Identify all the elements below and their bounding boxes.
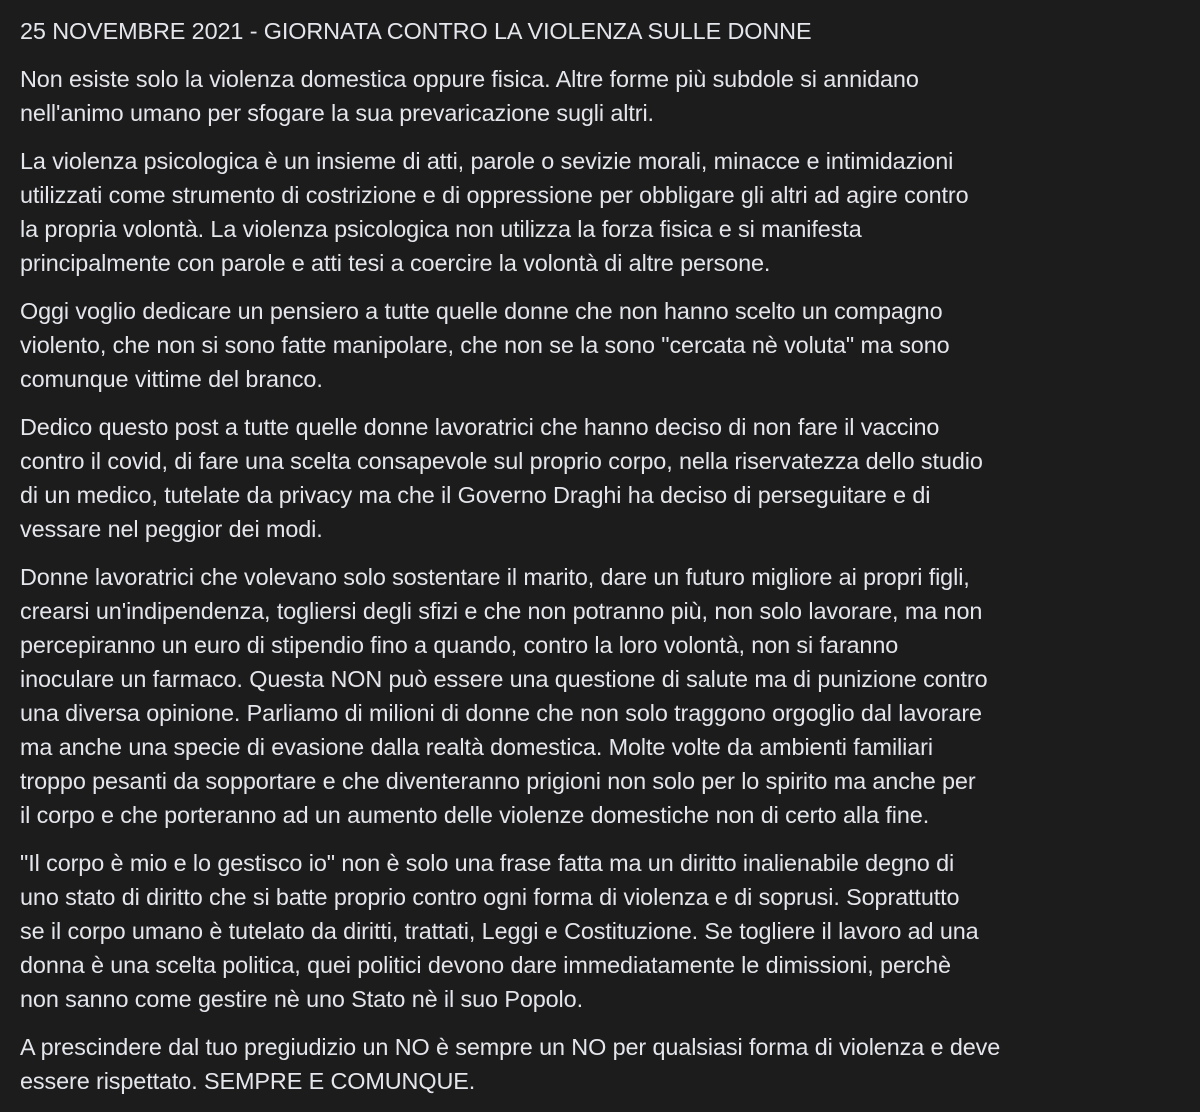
post-body [20,14,1190,1112]
post-paragraph-5: Donne lavoratrici che volevano solo sostentare il marito, dare un futuro migliore ai propri figli, crearsi un'indipendenza, togliersi degli sfizi e che non potranno più, non solo lavorare, ma non percepiranno un euro di stipendio fino a quando, contro la loro volontà, non si faranno inoculare un farmaco. Questa NON può essere una questione di salute ma di punizione contro una diversa opinione. Parliamo di milioni di donne che non solo traggono orgoglio dal lavorare ma anche una specie di evasione dalla realtà domestica. Molte volte da ambienti familiari troppo pesanti da sopportare e che diventeranno prigioni non solo per lo spirito ma anche per il corpo e che porteranno ad un aumento delle violenze domestiche non di certo alla fine. [20,564,988,828]
post-paragraph-3: Oggi voglio dedicare un pensiero a tutte quelle donne che non hanno scelto un compagno violento, che non si sono fatte manipolare, che non se la sono "cercata nè voluta" ma sono comunque vittime del branco. [20,298,950,392]
post-title: 25 NOVEMBRE 2021 - GIORNATA CONTRO LA VIOLENZA SULLE DONNE [20,18,812,44]
post-paragraph-7: A prescindere dal tuo pregiudizio un NO è sempre un NO per qualsiasi forma di violenza e deve essere rispettato. SEMPRE E COMUNQUE. [20,1034,1001,1094]
post-paragraph-6: "Il corpo è mio e lo gestisco io" non è solo una frase fatta ma un diritto inalienabile degno di uno stato di diritto che si batte proprio contro ogni forma di violenza e di soprusi. Soprattutto se il corpo umano è tutelato da diritti, trattati, Leggi e Costituzione. Se togliere il lavoro ad una donna è una scelta politica, quei politici devono dare immediatamente le dimissioni, perchè non sanno come gestire nè uno Stato nè il suo Popolo. [20,850,979,1012]
post-paragraph-4: Dedico questo post a tutte quelle donne lavoratrici che hanno deciso di non fare il vaccino contro il covid, di fare una scelta consapevole sul proprio corpo, nella riservatezza dello studio di un medico, tutelate da privacy ma che il Governo Draghi ha deciso di perseguitare e di vessare nel peggior dei modi. [20,414,983,542]
post-paragraph-2: La violenza psicologica è un insieme di atti, parole o sevizie morali, minacce e intimidazioni utilizzati come strumento di costrizione e di oppressione per obbligare gli altri ad agire contro la propria volontà. La violenza psicologica non utilizza la forza fisica e si manifesta principalmente con parole e atti tesi a coercire la volontà di altre persone. [20,148,969,276]
post-paragraph-1: Non esiste solo la violenza domestica oppure fisica. Altre forme più subdole si annidano nell'animo umano per sfogare la sua prevaricazione sugli altri. [20,66,919,126]
